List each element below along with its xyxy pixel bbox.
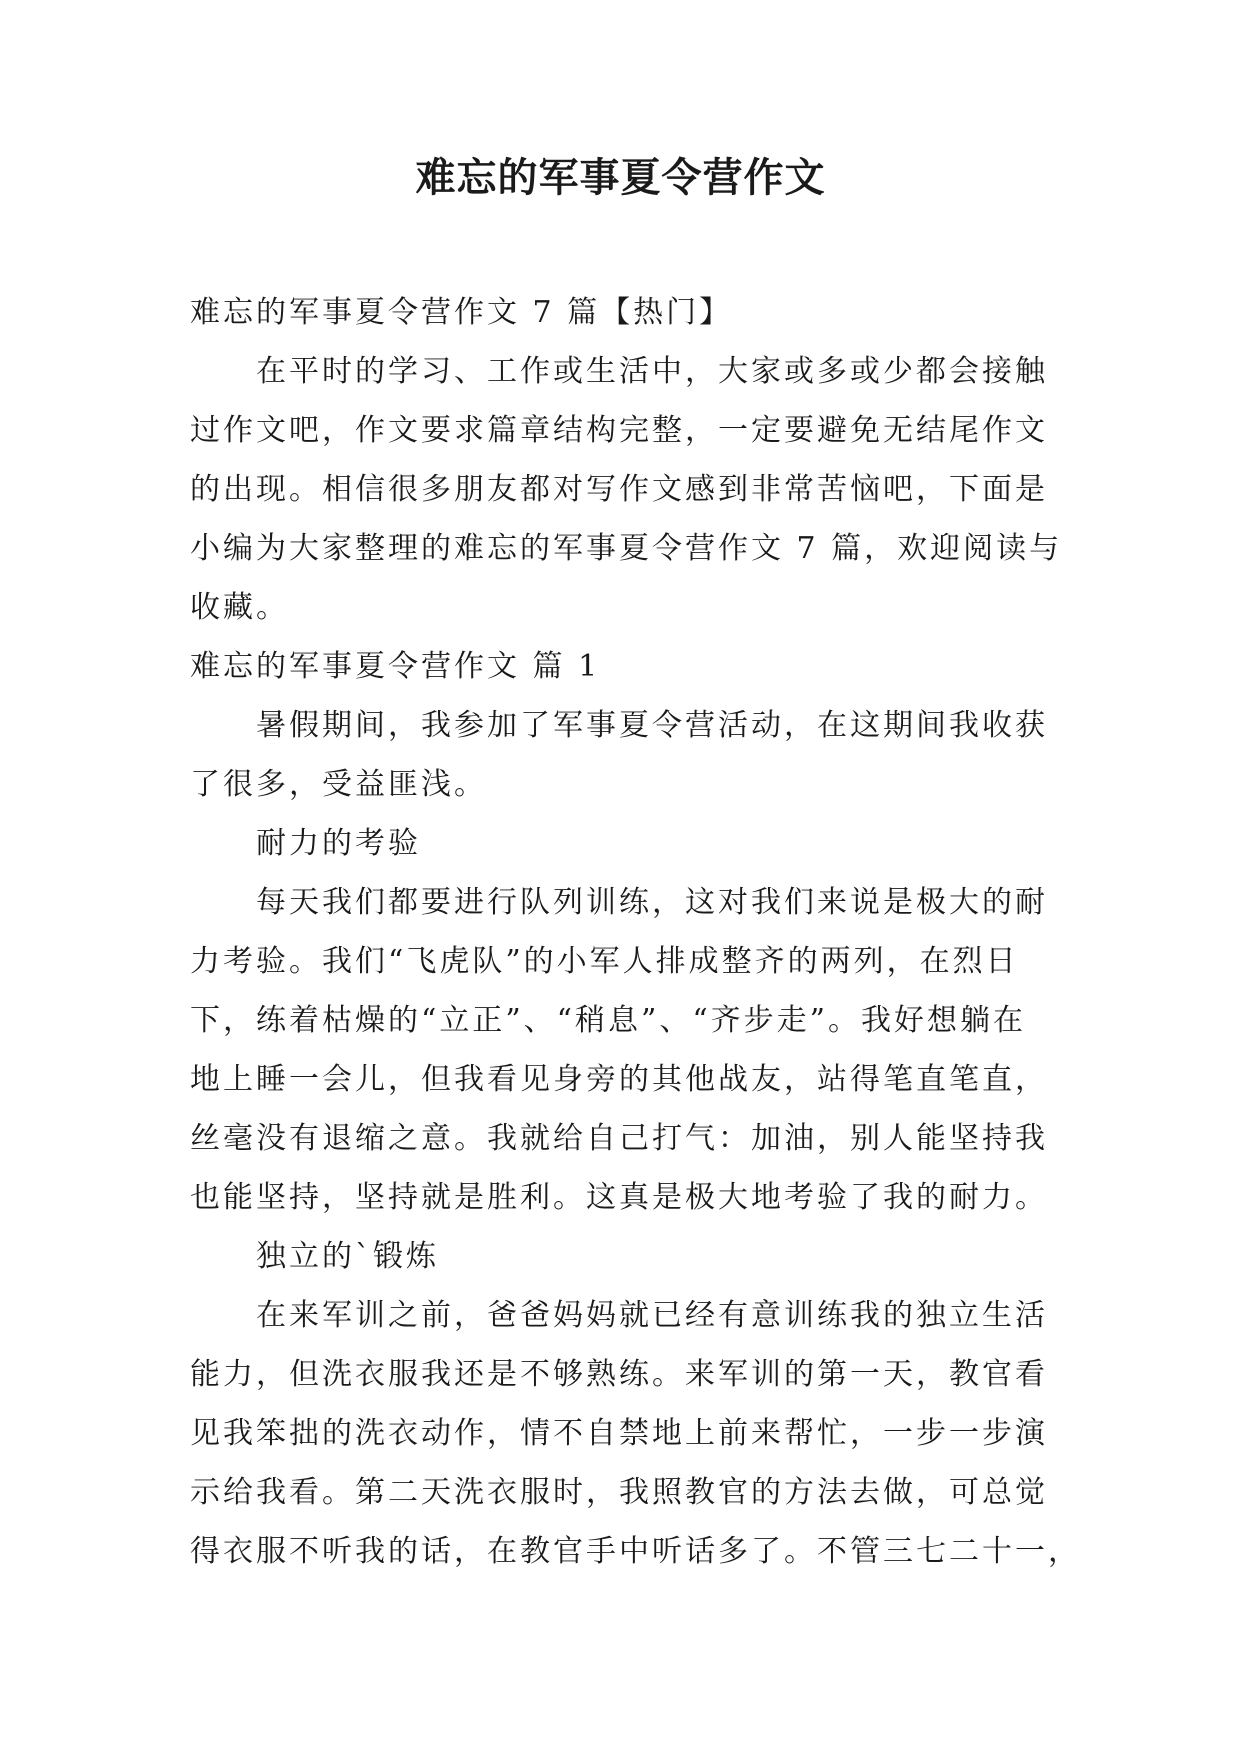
paragraph-line: 也能坚持，坚持就是胜利。这真是极大地考验了我的耐力。 — [190, 1180, 1048, 1215]
paragraph-line: 收藏。 — [190, 590, 289, 625]
paragraph-line: 力考验。我们“飞虎队”的小军人排成整齐的两列，在烈日 — [190, 944, 1019, 979]
paragraph-line: 见我笨拙的洗衣动作，情不自禁地上前来帮忙，一步一步演 — [190, 1416, 1048, 1451]
paragraph-line: 暑假期间，我参加了军事夏令营活动，在这期间我收获 — [256, 708, 1048, 743]
paragraph-line: 地上睡一会儿，但我看见身旁的其他战友，站得笔直笔直， — [190, 1062, 1048, 1097]
document-title: 难忘的军事夏令营作文 — [415, 154, 826, 201]
paragraph-line: 在平时的学习、工作或生活中，大家或多或少都会接触 — [256, 354, 1048, 389]
subheading-line: 独立的`锻炼 — [256, 1239, 439, 1274]
paragraph-line: 小编为大家整理的难忘的军事夏令营作文 7 篇，欢迎阅读与 — [190, 531, 1063, 566]
section-heading: 难忘的军事夏令营作文 篇 1 — [190, 649, 601, 684]
paragraph-line: 得衣服不听我的话，在教官手中听话多了。不管三七二十一， — [190, 1534, 1081, 1569]
paragraph-line: 丝毫没有退缩之意。我就给自己打气：加油，别人能坚持我 — [190, 1121, 1048, 1156]
subtitle-line: 难忘的军事夏令营作文 7 篇【热门】 — [190, 295, 733, 330]
paragraph-line: 能力，但洗衣服我还是不够熟练。来军训的第一天，教官看 — [190, 1357, 1048, 1392]
paragraph-line: 每天我们都要进行队列训练，这对我们来说是极大的耐 — [256, 885, 1048, 920]
paragraph-line: 了很多，受益匪浅。 — [190, 767, 487, 802]
paragraph-line: 下，练着枯燥的“立正”、“稍息”、“齐步走”。我好想躺在 — [190, 1003, 1027, 1038]
paragraph-line: 在来军训之前，爸爸妈妈就已经有意训练我的独立生活 — [256, 1298, 1048, 1333]
paragraph-line: 示给我看。第二天洗衣服时，我照教官的方法去做，可总觉 — [190, 1475, 1048, 1510]
document-body — [190, 283, 1081, 1581]
paragraph-line: 的出现。相信很多朋友都对写作文感到非常苦恼吧，下面是 — [190, 472, 1048, 507]
paragraph-line: 过作文吧，作文要求篇章结构完整，一定要避免无结尾作文 — [190, 413, 1048, 448]
subheading-line: 耐力的考验 — [256, 826, 421, 861]
